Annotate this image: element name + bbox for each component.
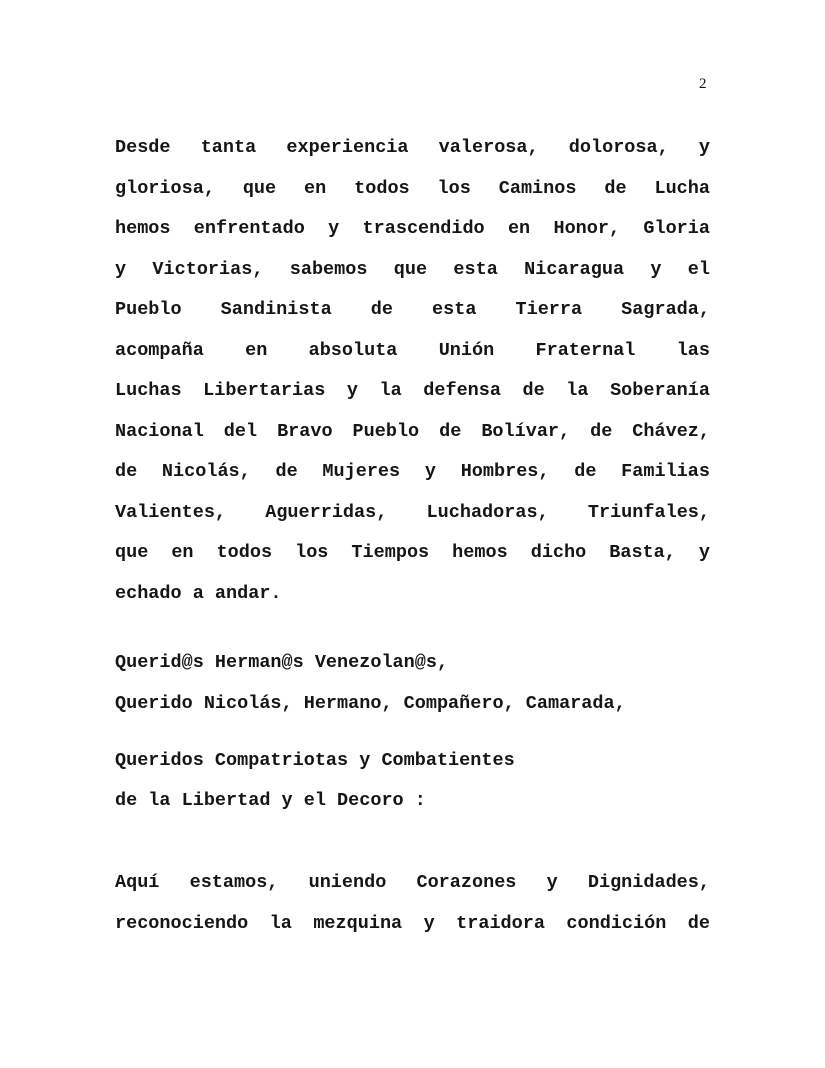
- paragraph-line: hemos enfrentado y trascendido en Honor, Gloria: [115, 218, 710, 239]
- salutation-line: Querido Nicolás, Hermano, Compañero, Camarada,: [115, 693, 626, 714]
- salutation-line: Querid@s Herman@s Venezolan@s,: [115, 652, 449, 673]
- paragraph-closing: [115, 863, 710, 944]
- paragraph-line: acompaña en absoluta Unión Fraternal las: [115, 339, 710, 361]
- paragraph-line: de Nicolás, de Mujeres y Hombres, de Familias: [115, 461, 710, 482]
- paragraph-line: Valientes, Aguerridas, Luchadoras, Triunfales,: [115, 501, 710, 523]
- paragraph-line: Aquí estamos, uniendo Corazones y Dignidades,: [115, 872, 710, 893]
- salutation-line: de la Libertad y el Decoro :: [115, 790, 426, 811]
- page-number: 2: [699, 76, 707, 92]
- paragraph-line: y Victorias, sabemos que esta Nicaragua y el: [115, 258, 710, 280]
- paragraph-line: echado a andar.: [115, 582, 282, 604]
- paragraph-line: reconociendo la mezquina y traidora condición de: [115, 912, 710, 934]
- salutation-line: Queridos Compatriotas y Combatientes: [115, 750, 515, 771]
- paragraph-line: Luchas Libertarias y la defensa de la Soberanía: [115, 380, 710, 401]
- paragraph-line: Desde tanta experiencia valerosa, dolorosa, y: [115, 137, 710, 158]
- paragraph-line: Pueblo Sandinista de esta Tierra Sagrada,: [115, 299, 710, 320]
- paragraph-line: gloriosa, que en todos los Caminos de Lucha: [115, 177, 710, 199]
- paragraph-line: que en todos los Tiempos hemos dicho Basta, y: [115, 542, 710, 563]
- paragraph-intro: [115, 128, 710, 614]
- paragraph-line: Nacional del Bravo Pueblo de Bolívar, de Chávez,: [115, 420, 710, 442]
